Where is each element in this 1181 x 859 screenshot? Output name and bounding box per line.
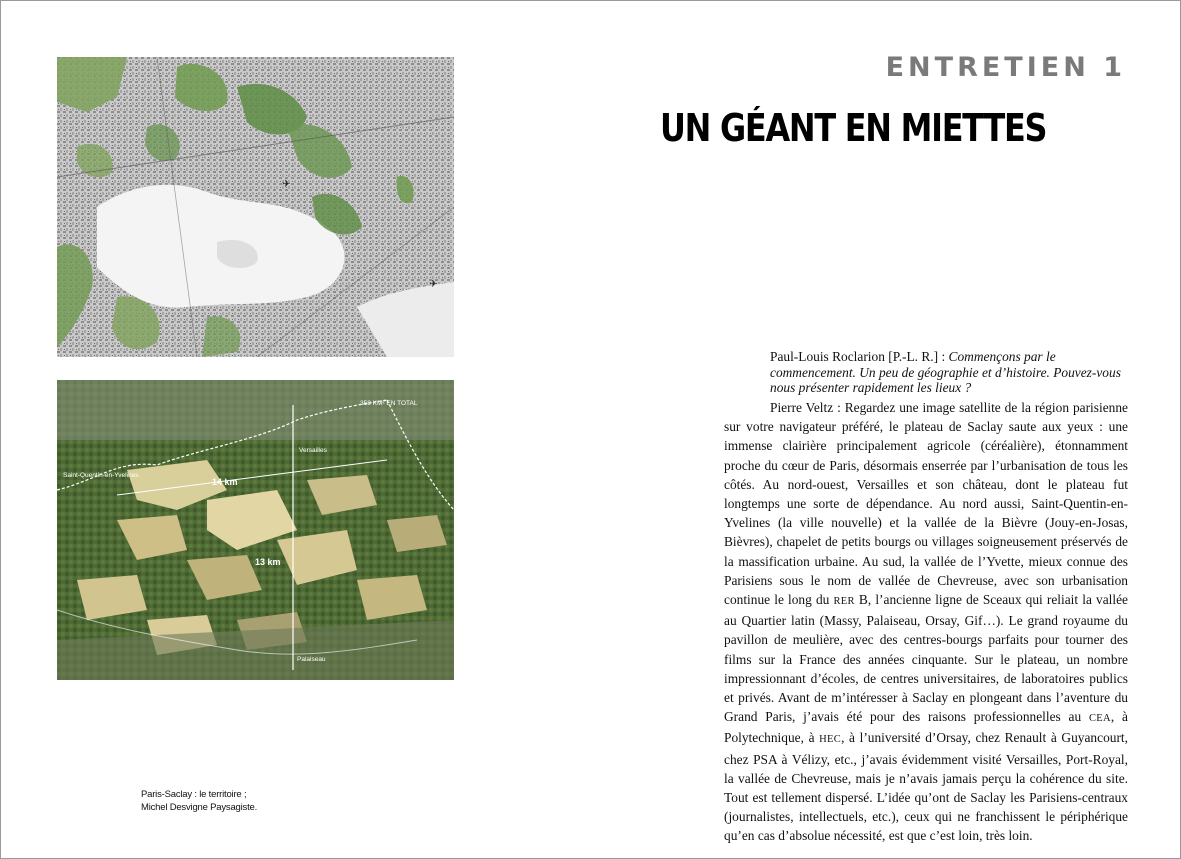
map-label-versailles: Versailles: [299, 447, 327, 454]
chapter-title: UN GÉANT EN MIETTES: [660, 106, 1047, 150]
answer-text-part-1: Regardez une image satellite de la région parisienne sur votre navigateur préféré, le plateau de Saclay saute aux yeux : une immense clairière principalement agricole (céréalière), étonnamment proche du cœur de Paris, désormais enserrée par l’urbanisation de tous les côtés. Au nord-ouest, Versailles et son château, dont le plateau fut longtemps une sorte de dépendance. Au nord aussi, Saint-Quentin-en-Yvelines (la ville nouvelle) et la vallée de la Bièvre (Jouy-en-Josas, Bièvres), chapelet de petits bourgs ou villages soigneusement préservés de la massification urbaine. Au sud, la vallée de l’Yvette, mieux connue des Parisiens sous le nom de vallée de Chevreuse, avec son urbanisation continue le long du: [724, 400, 1128, 608]
answer-text-part-4: , à l’université d’Orsay, chez Renault à Guyancourt, chez PSA à Vélizy, etc., j’avais évidemment visité Versailles, Port-Royal, la vallée de Chevreuse, mais je n’avais jamais perçu la cohérence du site. Tout est tellement dispersé. L’idée qu’ont de Saclay les Parisiens-centraux (journalistes, intellectuels, etc.), ceux qui ne franchissent le périphérique qu’en cas d’absolue nécessité, est que c’est loin, très loin.: [724, 730, 1128, 844]
map-label-total: 358 KM² EN TOTAL: [360, 400, 418, 407]
svg-text:✈: ✈: [429, 279, 438, 290]
satellite-map-grayscale: [57, 57, 454, 357]
question-speaker: Paul-Louis Roclarion [P.-L. R.] :: [770, 349, 946, 364]
caption-line-1: Paris-Saclay : le territoire ;: [141, 789, 247, 800]
map-label-length: 13 km: [255, 557, 281, 567]
question-text: Commençons par le commencement. Un peu de géographie et d’histoire. Pouvez-vous nous présenter rapidement les lieux ?: [770, 349, 1121, 395]
answer-speaker: Pierre Veltz :: [770, 400, 841, 415]
map-label-width: 14 km: [212, 477, 238, 487]
abbr-cea: CEA: [1089, 713, 1111, 725]
map-label-saint-quentin: Saint-Quentin-en-Yvelines: [63, 472, 139, 479]
answer-text-part-2: B, l’ancienne ligne de Sceaux qui reliait la vallée au Quartier latin (Massy, Palaiseau, Orsay, Gif…). Le grand royaume du pavillon de meulière, avec des centres-bourgs parfaits pour tourner des films sur la France des années cinquante. Sur le plateau, un nombre impressionnant d’écoles, de centres universitaires, de laboratoires publics et privés. Avant de m’intéresser à Saclay en plongeant dans l’aventure du Grand Paris, j’avais été pour des raisons professionnelles au: [724, 592, 1128, 725]
satellite-map-illustration: [57, 57, 454, 357]
abbr-rer: RER: [833, 596, 855, 608]
image-caption: [141, 788, 341, 814]
chapter-label: ENTRETIEN 1: [885, 52, 1126, 83]
interview-question: [770, 349, 1130, 396]
svg-text:✈: ✈: [282, 179, 291, 190]
map-label-bottom: Palaiseau: [297, 656, 326, 663]
answer-text-part-3: , à Polytechnique, à: [724, 709, 1128, 746]
interview-answer: [724, 398, 1128, 846]
aerial-photo-illustration: [57, 380, 454, 680]
aerial-photo-plateau: [57, 380, 454, 680]
abbr-hec: HEC: [819, 734, 842, 746]
caption-line-2: Michel Desvigne Paysagiste.: [141, 802, 258, 813]
